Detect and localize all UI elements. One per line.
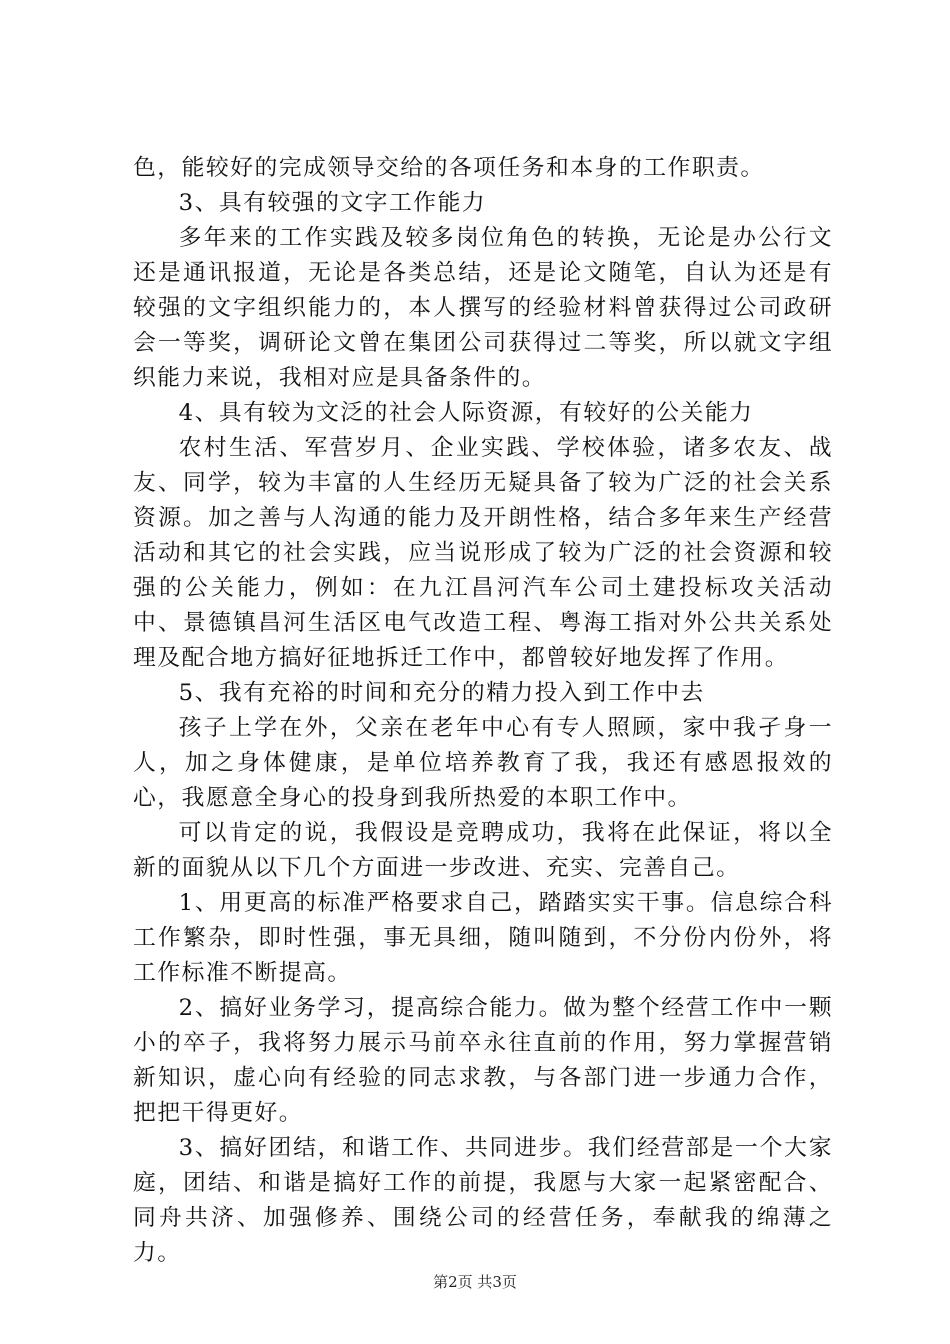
page-footer	[0, 1272, 950, 1292]
paragraph-8: 可以肯定的说，我假设是竞聘成功，我将在此保证，将以全新的面貌从以下几个方面进一步改进、充实、完善自己。	[133, 820, 833, 881]
document-body	[133, 151, 833, 1271]
paragraph-6: 5、我有充裕的时间和充分的精力投入到工作中去	[178, 680, 705, 706]
paragraph-9: 1、用更高的标准严格要求自己，踏踏实实干事。信息综合科工作繁杂，即时性强，事无具细，随叫随到，不分份内份外，将工作标准不断提高。	[133, 890, 833, 986]
paragraph-1: 色，能较好的完成领导交给的各项任务和本身的工作职责。	[133, 155, 765, 181]
paragraph-11: 3、搞好团结，和谐工作、共同进步。我们经营部是一个大家庭，团结、和谐是搞好工作的前提，我愿与大家一起紧密配合、同舟共济、加强修养、围绕公司的经营任务，奉献我的绵薄之力。	[133, 1135, 833, 1266]
paragraph-7: 孩子上学在外，父亲在老年中心有专人照顾，家中我孑身一人，加之身体健康，是单位培养教育了我，我还有感恩报效的心，我愿意全身心的投身到我所热爱的本职工作中。	[133, 715, 833, 811]
page-number-label: 第2页 共3页	[433, 1273, 517, 1291]
paragraph-4: 4、具有较为文泛的社会人际资源，有较好的公关能力	[178, 400, 754, 426]
paragraph-2: 3、具有较强的文字工作能力	[178, 190, 487, 216]
paragraph-10: 2、搞好业务学习，提高综合能力。做为整个经营工作中一颗小的卒子，我将努力展示马前卒永往直前的作用，努力掌握营销新知识，虚心向有经验的同志求教，与各部门进一步通力合作，把把干得更好。	[133, 995, 833, 1126]
paragraph-3: 多年来的工作实践及较多岗位角色的转换，无论是办公行文还是通讯报道，无论是各类总结，还是论文随笔，自认为还是有较强的文字组织能力的，本人撰写的经验材料曾获得过公司政研会一等奖，调研论文曾在集团公司获得过二等奖，所以就文字组织能力来说，我相对应是具备条件的。	[133, 225, 833, 391]
paragraph-5: 农村生活、军营岁月、企业实践、学校体验，诸多农友、战友、同学，较为丰富的人生经历无疑具备了较为广泛的社会关系资源。加之善与人沟通的能力及开朗性格，结合多年来生产经营活动和其它的社会实践，应当说形成了较为广泛的社会资源和较强的公关能力，例如：在九江昌河汽车公司土建投标攻关活动中、景德镇昌河生活区电气改造工程、粤海工指对外公共关系处理及配合地方搞好征地拆迁工作中，都曾较好地发挥了作用。	[133, 435, 833, 671]
